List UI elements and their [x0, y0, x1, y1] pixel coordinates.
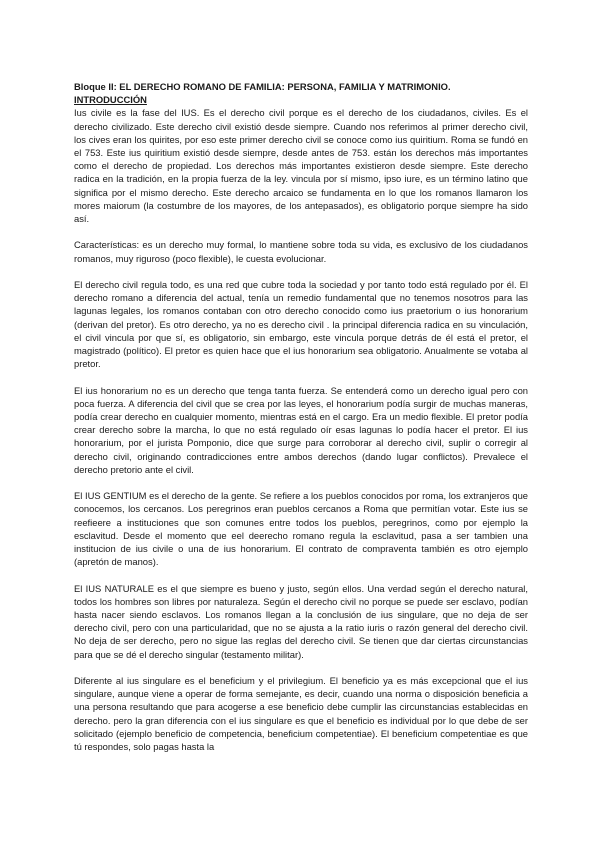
document-body — [74, 80, 528, 766]
document-title: Bloque II: EL DERECHO ROMANO DE FAMILIA: PERSONA, FAMILIA Y MATRIMONIO. — [74, 81, 451, 92]
paragraph-derecho-civil: El derecho civil regula todo, es una red que cubre toda la sociedad y por tanto todo está regulado por él. El derecho romano a diferencia del actual, tenía un remedio fundamental que no tenemos nosotros para las lagunas legales, los romanos contaban con otro derecho conocido como ius praetorium o ius honorarium (derivan del pretor). Es otro derecho, ya no es derecho civil . la principal diferencia radica en su vinculación, el civil vincula por que sí, es obligatorio, sin embargo, este vincula porque detrás de él está el pretor, el magistrado (político). El pretor es quien hace que el ius honorarium sea obligatorio. Anualmente se votaba al pretor. — [74, 279, 528, 370]
paragraph-caracteristicas: Características: es un derecho muy formal, lo mantiene sobre toda su vida, es exclusivo de los ciudadanos romanos, muy riguroso (poco flexible), le cuesta evolucionar. — [74, 239, 528, 264]
paragraph-ius-gentium: El IUS GENTIUM es el derecho de la gente. Se refiere a los pueblos conocidos por roma, los extranjeros que conocemos, los cercanos. Los peregrinos eran pueblos cercanos a Roma que permitían votar. Este ius se reefieere a instituciones que son comunes entre todos los pueblos, peregrinos, como por ejemplo la esclavitud. Desde el momento que eel deerecho romano regula la esclavitud, pasa a ser tambien una institucion de ius civile o una de ius honorarium. El contrato de compraventa también es otro ejemplo (apretón de manos). — [74, 490, 528, 568]
paragraph-ius-naturale: El IUS NATURALE es el que siempre es bueno y justo, según ellos. Una verdad según el derecho natural, todos los hombres son libres por naturaleza. Según el derecho civil no porque se puede ser esclavo, podían hasta nacer siendo esclavos. Los romanos llegan a la conclusión de ius singulare, que no deja de ser derecho civil, pero con una particularidad, que no se ajusta a la ratio iuris o razón general del derecho civil. No deja de ser derecho, pero no sigue las reglas del derecho civil. Se tienen que dar ciertas circunstancias para que se dé el derecho singular (testamento militar). — [74, 582, 528, 660]
paragraph-beneficium: Diferente al ius singulare es el beneficium y el privilegium. El beneficio ya es más excepcional que el ius singulare, aunque viene a operar de forma semejante, es decir, cuando una norma o disposición beneficia a una persona resultando que para acogerse a ese beneficio debe cumplir las circunstancias establecidas en derecho. pero la gran diferencia con el ius singulare es que el beneficio es individual por lo que debe de ser solicitado (ejemplo beneficio de competencia, beneficium competentiae). El beneficium competentiae es que tú respondes, solo pagas hasta la — [74, 675, 528, 753]
section-heading: INTRODUCCIÓN — [74, 94, 147, 106]
paragraph-ius-honorarium: El ius honorarium no es un derecho que tenga tanta fuerza. Se entenderá como un derecho igual pero con poca fuerza. A diferencia del civil que se crea por las leyes, el honorarium podía surgir de muchas maneras, podía crear derecho en cualquier momento, mientras está en el cargo. Era un medio flexible. El pretor podía crear derecho sobre la marcha, lo que no está regulado oír esas lagunas lo podía hacer el pretor. El ius honorarium, por el jurista Pomponio, dice que surge para corroborar al derecho civil, suplir o corregir al derecho civil, originando contradicciones entre ambos derechos (dando lugar conflictos). Prevalece el derecho pretorio ante el civil. — [74, 384, 528, 475]
paragraph-ius-civile: Ius civile es la fase del IUS. Es el derecho civil porque es el derecho de los ciudadanos, civiles. Es el derecho civilizado. Este derecho civil existió desde siempre. Cuando nos referimos al primer derecho civil, los cives eran los quirites, por eso este primer derecho civil se conoce como ius quiritium. Roma se fundó en el 753. Este ius quiritium existió desde siempre, desde antes de 753. están los derechos más importantes como el derecho de propiedad. Los derechos más importantes existieron desde siempre. Este derecho radica en la tradición, en la propia fuerza de la ley. vincula por sí mismo, ipso iure, es un término latino que significa por el mismo derecho. Este derecho arcaico se fundamenta en lo que los romanos llamaron los mores maiorum (la costumbre de los mayores, de los antepasados), es obligatorio porque siempre ha sido así. — [74, 107, 528, 225]
